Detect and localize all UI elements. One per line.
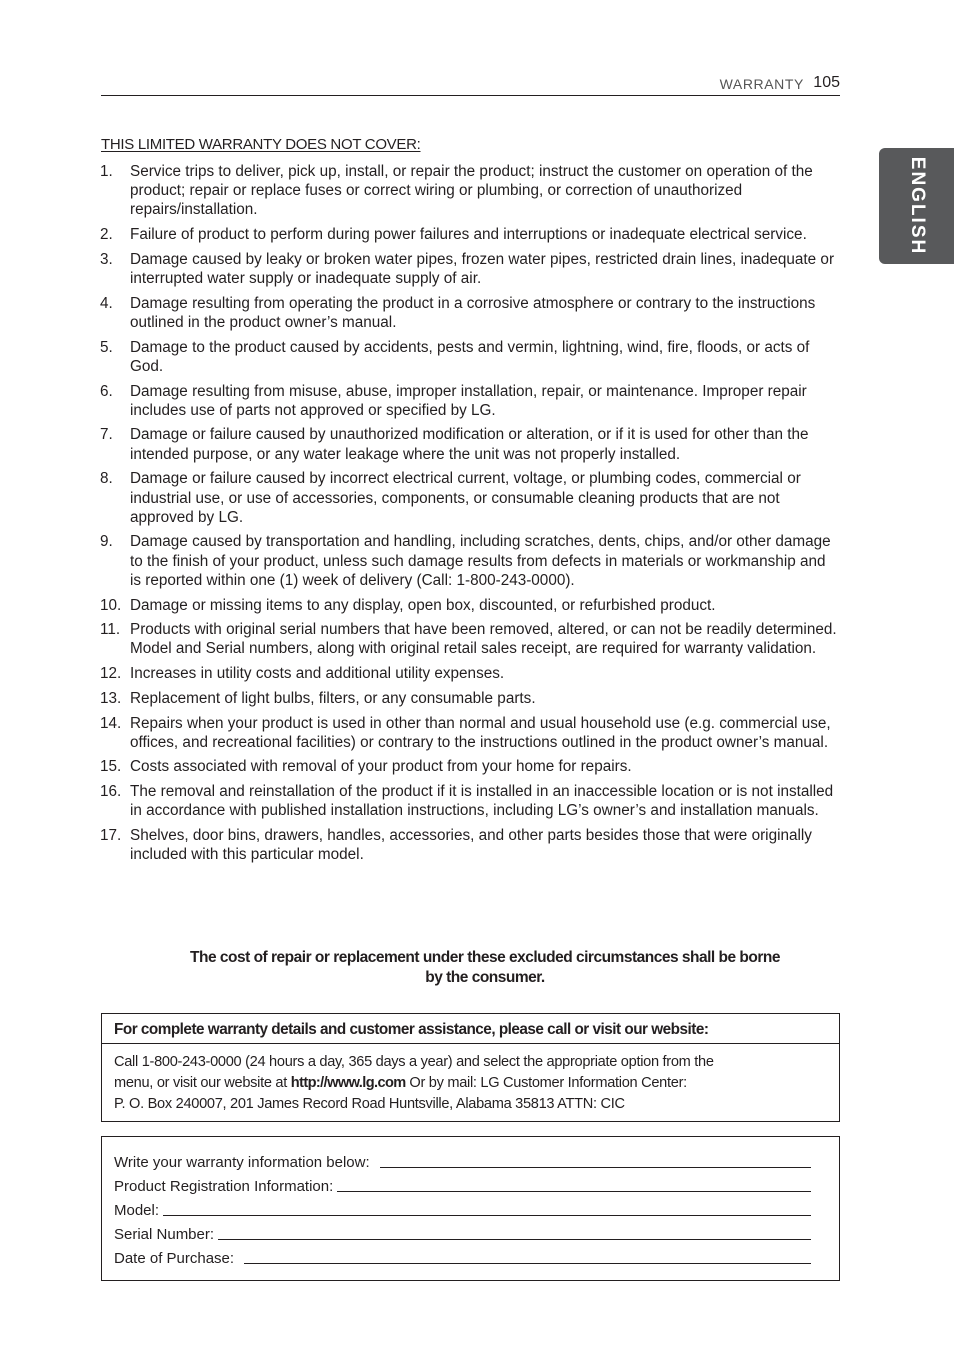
- list-item: [101, 338, 838, 376]
- serial-number-field[interactable]: [218, 1239, 811, 1240]
- list-item-number: 5.: [100, 338, 113, 356]
- purchase-date-field[interactable]: [244, 1263, 811, 1264]
- list-item-text: Service trips to deliver, pick up, install, or repair the product; instruct the customer on operation of the product; repair or replace fuses or correct wiring or plumbing, or correction of unauthorized repairs/installation.: [130, 163, 813, 219]
- list-item-number: 14.: [100, 714, 122, 732]
- page-number: 105: [813, 74, 840, 91]
- header-section-label: WARRANTY: [719, 76, 804, 92]
- exclusions-list: [101, 162, 838, 870]
- list-item-number: 17.: [100, 827, 122, 845]
- model-row: [114, 1199, 811, 1221]
- contact-line-1: Call 1-800-243-0000 (24 hours a day, 365 days a year) and select the appropriate option from the: [114, 1054, 714, 1070]
- list-item: [101, 689, 838, 708]
- list-item-text: Damage caused by transportation and handling, including scratches, dents, chips, and/or other damage to the finish of your product, unless such damage results from defects in materials or workmanship and is reported within one (1) week of delivery (Call: 1-800-243-0000).: [130, 533, 831, 589]
- list-item: [101, 469, 838, 527]
- list-item-text: Damage or failure caused by unauthorized modification or alteration, or if it is used for other than the intended purpose, or any water leakage where the unit was not properly installed.: [130, 426, 809, 463]
- list-item: [101, 225, 838, 244]
- list-item-text: Increases in utility costs and additional utility expenses.: [130, 665, 505, 683]
- list-item-number: 10.: [100, 596, 122, 614]
- list-item-text: Failure of product to perform during power failures and interruptions or inadequate electrical service.: [130, 226, 807, 244]
- list-item: [101, 250, 838, 288]
- list-item: [101, 596, 838, 615]
- contact-heading: For complete warranty details and customer assistance, please call or visit our website:: [102, 1014, 839, 1044]
- model-label: Model:: [114, 1202, 160, 1219]
- list-item-number: 15.: [100, 758, 122, 776]
- list-item-number: 2.: [100, 226, 113, 244]
- warranty-info-label: Write your warranty information below:: [114, 1154, 370, 1171]
- list-item-number: 9.: [100, 533, 113, 551]
- list-item: [101, 826, 838, 864]
- list-item-number: 3.: [100, 250, 113, 268]
- contact-line-3: P. O. Box 240007, 201 James Record Road Huntsville, Alabama 35813 ATTN: CIC: [114, 1096, 625, 1112]
- purchase-date-row: [114, 1247, 811, 1269]
- serial-number-row: [114, 1223, 811, 1245]
- list-item-number: 6.: [100, 382, 113, 400]
- list-item-text: Replacement of light bulbs, filters, or any consumable parts.: [130, 689, 536, 707]
- list-item: [101, 532, 838, 590]
- excluded-cost-note: [101, 948, 869, 987]
- list-item-number: 12.: [100, 665, 122, 683]
- purchase-date-label: Date of Purchase:: [114, 1250, 235, 1267]
- list-item: [101, 757, 838, 776]
- list-item-text: Damage or missing items to any display, open box, discounted, or refurbished product.: [130, 596, 716, 614]
- language-tab-label: ENGLISH: [906, 156, 928, 256]
- list-item-number: 13.: [100, 689, 122, 707]
- list-item-number: 8.: [100, 470, 113, 488]
- list-item-text: Costs associated with removal of your product from your home for repairs.: [130, 758, 632, 776]
- list-item-text: Damage resulting from misuse, abuse, improper installation, repair, or maintenance. Improper repair includes use of parts not approved or specified by LG.: [130, 382, 807, 419]
- list-item: [101, 382, 838, 420]
- list-item: [101, 664, 838, 683]
- contact-line-2-start: menu, or visit our website at: [114, 1075, 291, 1091]
- website-link[interactable]: http://www.lg.com: [290, 1075, 406, 1091]
- page-header: [101, 74, 840, 96]
- list-item: [101, 162, 838, 220]
- contact-line-2-end: Or by mail: LG Customer Information Center:: [405, 1075, 687, 1091]
- list-item: [101, 425, 838, 463]
- contact-body: [102, 1044, 839, 1115]
- list-item-number: 4.: [100, 294, 113, 312]
- list-item: [101, 714, 838, 752]
- list-item-text: Damage to the product caused by accidents, pests and vermin, lightning, wind, fire, floods, or acts of God.: [130, 338, 810, 375]
- model-field[interactable]: [163, 1215, 811, 1216]
- list-item-number: 1.: [100, 163, 113, 180]
- list-item-number: 11.: [100, 621, 121, 639]
- section-title: THIS LIMITED WARRANTY DOES NOT COVER:: [101, 136, 421, 153]
- contact-box: [101, 1013, 840, 1122]
- registration-label: Product Registration Information:: [114, 1178, 334, 1195]
- registration-field[interactable]: [337, 1191, 811, 1192]
- warranty-info-field[interactable]: [380, 1167, 811, 1168]
- language-tab: [879, 148, 954, 264]
- list-item: [101, 294, 838, 332]
- list-item: [101, 782, 838, 820]
- list-item-text: Products with original serial numbers that have been removed, altered, or can not be readily determined. Model and Serial numbers, along with original retail sales receipt, are required for warranty validation.: [130, 621, 837, 658]
- list-item-text: The removal and reinstallation of the product if it is installed in an inaccessible location or is not installed in accordance with published installation instructions, including LG’s owner’s and installation manuals.: [130, 783, 834, 820]
- list-item-text: Damage or failure caused by incorrect electrical current, voltage, or plumbing codes, commercial or industrial use, or use of accessories, components, or consumable cleaning products that are not approved by LG.: [130, 470, 801, 526]
- warranty-info-row: [114, 1151, 811, 1173]
- list-item-text: Damage caused by leaky or broken water pipes, frozen water pipes, restricted drain lines, inadequate or interrupted water supply or inadequate supply of air.: [130, 250, 835, 288]
- list-item-text: Repairs when your product is used in other than normal and usual household use (e.g. commercial use, offices, and recreational facilities) or contrary to the instructions outlined in the product owner’s manual.: [130, 714, 831, 751]
- serial-number-label: Serial Number:: [114, 1226, 215, 1243]
- warranty-info-form: [101, 1136, 840, 1281]
- list-item-number: 7.: [100, 426, 113, 444]
- contact-line-2: [114, 1073, 827, 1094]
- excluded-note-line-1: The cost of repair or replacement under these excluded circumstances shall be borne: [190, 949, 780, 966]
- list-item: [101, 620, 838, 658]
- excluded-note-line-2: by the consumer.: [425, 968, 545, 986]
- list-item-text: Shelves, door bins, drawers, handles, accessories, and other parts besides those that were originally included with this particular model.: [130, 827, 812, 864]
- list-item-number: 16.: [100, 783, 122, 801]
- list-item-text: Damage resulting from operating the product in a corrosive atmosphere or contrary to the instructions outlined in the product owner’s manual.: [130, 294, 816, 331]
- registration-row: [114, 1175, 811, 1197]
